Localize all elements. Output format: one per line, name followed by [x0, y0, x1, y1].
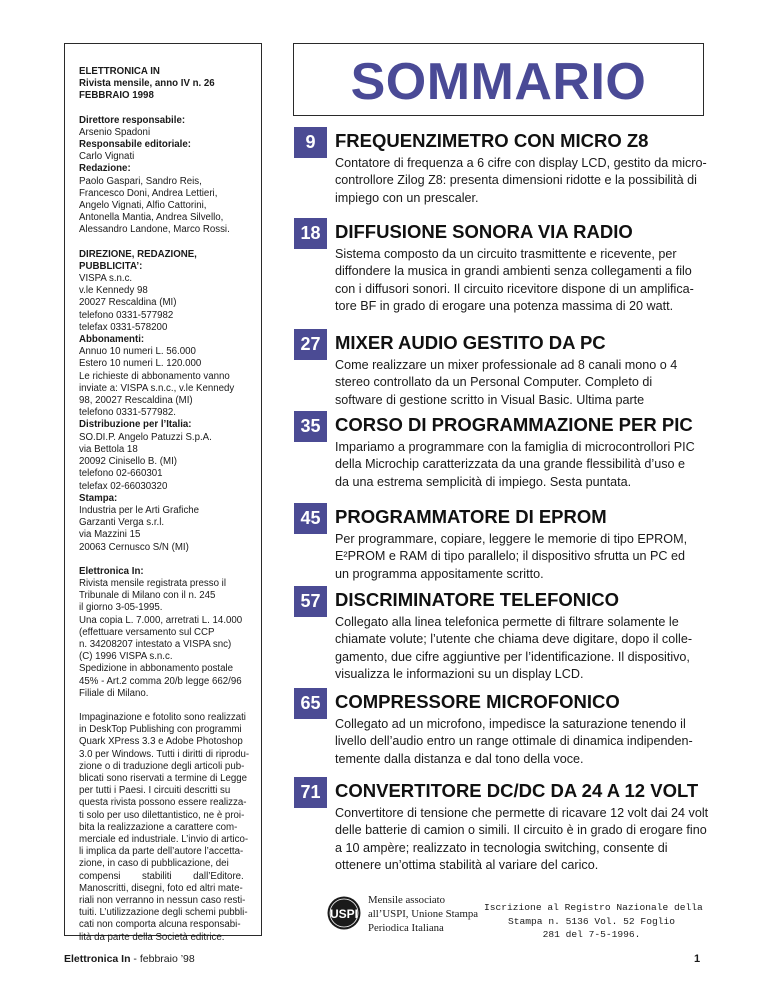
info-line: Carlo Vignati — [79, 151, 135, 163]
footer-issue: - febbraio ’98 — [130, 953, 195, 965]
description-line: tore BF in grado di erogare una potenza massima di 20 watt. — [335, 298, 674, 313]
registry-note — [484, 901, 703, 942]
section-label: DIREZIONE, REDAZIONE, — [79, 248, 197, 260]
legal-line: per tutti i Paesi. I circuiti descritti su — [79, 785, 231, 797]
page-title: SOMMARIO — [350, 53, 647, 111]
legal-line: cati non comporta alcuna responsabi- — [79, 919, 241, 931]
note-line: Periodica Italiana — [368, 922, 444, 934]
info-line: inviate a: VISPA s.n.c., v.le Kennedy — [79, 382, 235, 394]
legal-line: 3.0 per Windows. Tutti i diritti di riprodu- — [79, 748, 250, 760]
page-number: 1 — [694, 953, 701, 965]
page-number-badge: 27 — [294, 329, 327, 360]
section-label: Direttore responsabile: — [79, 114, 186, 126]
note-line: Mensile associato — [368, 894, 446, 906]
info-line: Antonella Mantia, Andrea Silvello, — [79, 212, 224, 224]
info-line: (effettuare versamento sul CCP — [79, 626, 215, 638]
staff-credits — [79, 115, 251, 237]
page-number-badge: 65 — [294, 688, 327, 719]
description-line: E²PROM e RAM di tipo parallelo; il dispositivo sfrutta un PC ed — [335, 549, 685, 564]
page-number-badge: 45 — [294, 503, 327, 534]
info-line: Tribunale di Milano con il n. 245 — [79, 590, 216, 602]
section-label: PUBBLICITA’: — [79, 260, 143, 272]
info-line: Una copia L. 7.000, arretrati L. 14.000 — [79, 614, 243, 626]
page-number-badge: 71 — [294, 777, 327, 808]
info-line: Arsenio Spadoni — [79, 126, 151, 138]
info-line: Rivista mensile registrata presso il — [79, 577, 226, 589]
section-label: Redazione: — [79, 163, 131, 175]
description-line: della Microchip caratterizzata da una grande flessibilità d’uso e — [335, 457, 686, 472]
description-line: impiego con un prescaler. — [335, 190, 479, 205]
info-line: Le richieste di abbonamento vanno — [79, 370, 230, 382]
note-line: 281 del 7-5-1996. — [542, 929, 641, 940]
legal-line: Quark XPress 3.3 e Adobe Photoshop — [79, 736, 243, 748]
masthead-line: FEBBRAIO 1998 — [79, 90, 154, 102]
info-line: telefono 02-660301 — [79, 468, 163, 480]
section-label: Abbonamenti: — [79, 334, 145, 346]
description-line: a 10 ampère; realizzato in tecnologia switching, consente di — [335, 840, 668, 855]
article-description — [335, 614, 711, 683]
info-line: Filiale di Milano. — [79, 687, 149, 699]
description-line: Sistema composto da un circuito trasmittente e ricevente, per — [335, 247, 677, 261]
legal-line: ti solo per uso dilettantistico, ne è proi- — [79, 809, 245, 821]
legal-line: blicati sono riservati a termine di Legge — [79, 772, 248, 784]
uspi-logo-icon — [327, 896, 361, 930]
masthead-line: ELETTRONICA IN — [79, 66, 160, 77]
article-title: DIFFUSIONE SONORA VIA RADIO — [335, 221, 633, 242]
description-line: da una estrema semplicità di impiego. Sesta puntata. — [335, 474, 632, 489]
section-label: Distribuzione per l’Italia: — [79, 419, 192, 431]
info-line: Annuo 10 numeri L. 56.000 — [79, 346, 196, 358]
description-line: livello dell’audio entro un range ottimale di dinamica indipenden- — [335, 734, 693, 749]
footer-magazine-name: Elettronica In — [64, 953, 131, 965]
article-title: CORSO DI PROGRAMMAZIONE PER PIC — [335, 414, 693, 435]
info-line: via Bettola 18 — [79, 443, 138, 455]
article-description — [335, 357, 711, 409]
section-label: Elettronica In: — [79, 565, 144, 577]
info-line: VISPA s.n.c. — [79, 273, 133, 285]
legal-line: compensi stabiliti dall’Editore. — [79, 870, 244, 882]
article-title: CONVERTITORE DC/DC DA 24 A 12 VOLT — [335, 780, 699, 801]
legal-line: lità da parte della Società editrice. — [79, 931, 225, 943]
legal-line: riali non verranno in nessun caso resti- — [79, 895, 246, 906]
info-line: SO.DI.P. Angelo Patuzzi S.p.A. — [79, 431, 212, 443]
info-line: 20063 Cernusco S/N (MI) — [79, 541, 189, 553]
info-line: Industria per le Arti Grafiche — [79, 504, 200, 516]
article-title: DISCRIMINATORE TELEFONICO — [335, 589, 620, 610]
description-line: temente dalla distanza e dal tono della voce. — [335, 751, 584, 766]
info-line: 45% - Art.2 comma 20/b legge 662/96 — [79, 675, 242, 687]
description-line: visualizza le informazioni su un display LCD. — [335, 666, 584, 681]
info-line: Paolo Gaspari, Sandro Reis, — [79, 175, 202, 187]
article-description — [335, 439, 711, 491]
info-line: via Mazzini 15 — [79, 529, 141, 541]
legal-line: zione o di traduzione degli articoli pub- — [79, 760, 245, 772]
info-line: telefax 02-66030320 — [79, 480, 168, 492]
note-line: all’USPI, Unione Stampa — [368, 908, 479, 920]
legal-line: Manoscritti, disegni, foto ed altri mate- — [79, 882, 243, 894]
info-line: 20027 Rescaldina (MI) — [79, 297, 177, 309]
description-line: un programma appositamente scritto. — [335, 566, 544, 581]
description-line: Contatore di frequenza a 6 cifre con display LCD, gestito da micro- — [335, 156, 707, 170]
article-description — [335, 716, 711, 768]
info-line: Spedizione in abbonamento postale — [79, 663, 234, 675]
info-line: n. 34208207 intestato a VISPA snc) — [79, 638, 232, 650]
note-line: Stampa n. 5136 Vol. 52 Foglio — [508, 915, 675, 927]
description-line: Per programmare, copiare, leggere le memorie di tipo EPROM, — [335, 532, 688, 546]
info-line: 20092 Cinisello B. (MI) — [79, 456, 177, 468]
masthead-line: Rivista mensile, anno IV n. 26 — [79, 78, 215, 90]
info-line: Francesco Doni, Andrea Lettieri, — [79, 187, 218, 199]
svg-text:USPI: USPI — [329, 907, 359, 921]
page-title-box — [293, 43, 704, 116]
direction-info — [79, 249, 251, 554]
info-line: v.le Kennedy 98 — [79, 285, 148, 297]
page-number-badge: 9 — [294, 127, 327, 158]
legal-line: merciale ed industriale. L’invio di artico- — [79, 833, 249, 845]
legal-notice — [79, 712, 251, 944]
description-line: software di gestione scritto in Visual Basic. Ultima parte — [335, 392, 645, 407]
info-line: Estero 10 numeri L. 120.000 — [79, 358, 202, 370]
page-number-badge: 18 — [294, 218, 327, 249]
legal-line: Impaginazione e fotolito sono realizzati — [79, 711, 246, 723]
description-line: controllore Zilog Z8: presenta dimensioni ridotte e la possibilità di — [335, 173, 697, 188]
description-line: Impariamo a programmare con la famiglia di microcontrollori PIC — [335, 440, 695, 454]
article-description — [335, 155, 711, 207]
info-line: (C) 1996 VISPA s.n.c. — [79, 651, 173, 663]
association-note — [368, 893, 478, 935]
description-line: stereo controllato da un Personal Computer. Completo di — [335, 375, 653, 390]
registration-info — [79, 566, 251, 700]
info-line: Garzanti Verga s.r.l. — [79, 517, 165, 529]
section-label: Responsabile editoriale: — [79, 139, 191, 151]
description-line: Convertitore di tensione che permette di ricavare 12 volt dai 24 volt — [335, 806, 709, 820]
section-label: Stampa: — [79, 492, 118, 504]
info-line: telefax 0331-578200 — [79, 321, 168, 333]
legal-line: li implica da parte dell’autore l’accetta- — [79, 846, 244, 858]
colophon-panel — [64, 43, 262, 943]
legal-line: bita la realizzazione a carattere com- — [79, 821, 238, 833]
page-number-badge: 35 — [294, 411, 327, 442]
description-line: ottenere un’ottima stabilità al variare del carico. — [335, 857, 599, 872]
legal-line: questa rivista possono essere realizza- — [79, 797, 247, 809]
footer-publication — [64, 953, 195, 965]
page-number-badge: 57 — [294, 586, 327, 617]
info-line: il giorno 3-05-1995. — [79, 602, 163, 614]
legal-line: tuiti. L’utilizzazione degli schemi pubbli- — [79, 907, 248, 919]
masthead — [79, 66, 251, 103]
description-line: chiamate volute; l’utente che chiama deve digitare, dopo il colle- — [335, 632, 693, 647]
description-line: diffondere la musica in grandi ambienti senza collegamenti a filo — [335, 264, 692, 279]
description-line: Come realizzare un mixer professionale ad 8 canali mono o 4 — [335, 358, 678, 372]
info-line: 98, 20027 Rescaldina (MI) — [79, 395, 193, 407]
article-description — [335, 246, 711, 315]
article-title: MIXER AUDIO GESTITO DA PC — [335, 332, 606, 353]
note-line: Iscrizione al Registro Nazionale della — [484, 902, 703, 913]
description-line: delle batterie di camion o simili. Il circuito è in grado di erogare fino — [335, 823, 707, 838]
info-line: telefono 0331-577982 — [79, 309, 174, 321]
legal-line: in DeskTop Publishing con programmi — [79, 724, 242, 736]
article-title: FREQUENZIMETRO CON MICRO Z8 — [335, 130, 649, 151]
info-line: telefono 0331-577982. — [79, 407, 176, 419]
legal-line: zione, in caso di pubblicazione, dei — [79, 858, 229, 870]
article-title: COMPRESSORE MICROFONICO — [335, 691, 620, 712]
info-line: Alessandro Landone, Marco Rossi. — [79, 224, 230, 236]
description-line: con i diffusori sonori. Il circuito ricevitore dispone di un amplifica- — [335, 281, 694, 296]
description-line: Collegato ad un microfono, impedisce la saturazione tenendo il — [335, 717, 686, 731]
description-line: Collegato alla linea telefonica permette di filtrare solamente le — [335, 615, 679, 629]
article-title: PROGRAMMATORE DI EPROM — [335, 506, 607, 527]
article-description — [335, 531, 711, 583]
article-description — [335, 805, 711, 874]
info-line: Angelo Vignati, Alfio Cattorini, — [79, 200, 207, 212]
description-line: gamento, due cifre aggiuntive per l’identificazione. Il dispositivo, — [335, 649, 690, 664]
